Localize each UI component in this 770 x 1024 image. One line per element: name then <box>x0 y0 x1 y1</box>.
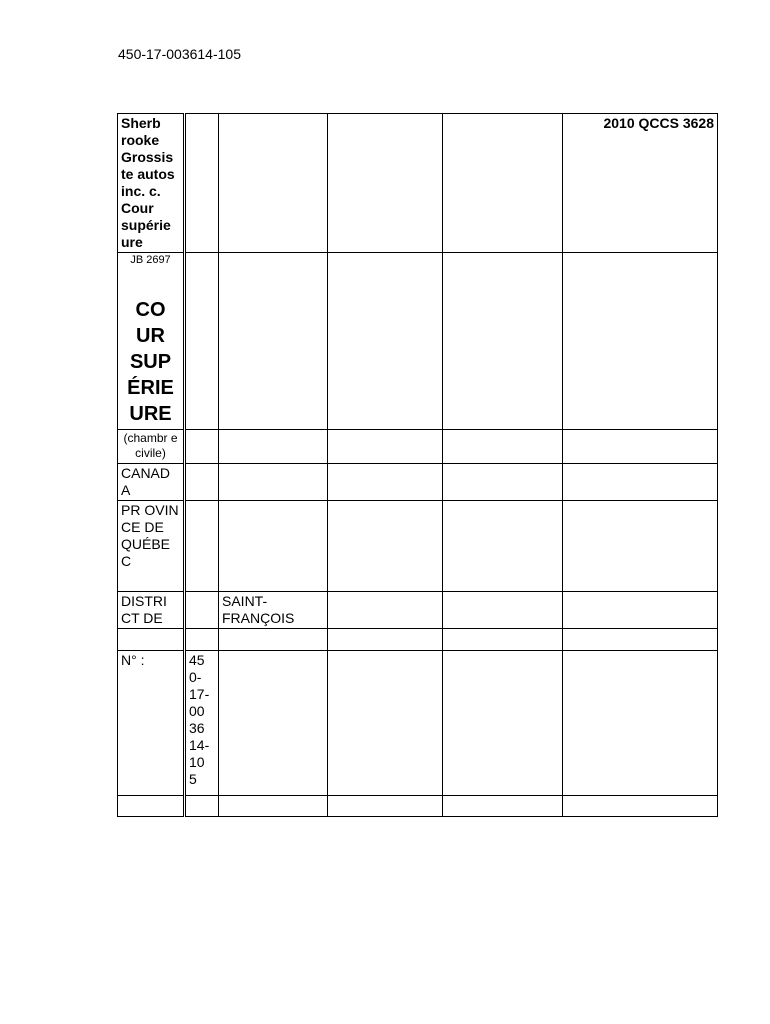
case-title-cell: Sherb rooke Grossis te autos inc. c. Cour supérie ure <box>118 114 185 253</box>
empty-cell <box>443 651 563 796</box>
empty-cell <box>185 629 219 651</box>
empty-cell <box>328 629 443 651</box>
empty-cell <box>185 114 219 253</box>
district-label-cell: DISTRI CT DE <box>118 592 185 629</box>
empty-cell <box>219 651 328 796</box>
table-row <box>118 592 718 629</box>
empty-cell <box>328 430 443 464</box>
district-value-cell: SAINT- FRANÇOIS <box>219 592 328 629</box>
document-table <box>117 113 718 817</box>
chamber-cell: (chambr e civile) <box>118 430 185 464</box>
empty-cell <box>118 629 185 651</box>
empty-cell <box>185 464 219 501</box>
empty-cell <box>563 651 718 796</box>
empty-cell <box>219 796 328 817</box>
empty-cell <box>563 796 718 817</box>
table-row <box>118 114 718 253</box>
empty-cell <box>563 592 718 629</box>
empty-cell <box>328 501 443 592</box>
empty-cell <box>443 592 563 629</box>
empty-cell <box>563 501 718 592</box>
empty-cell <box>328 796 443 817</box>
empty-cell <box>118 796 185 817</box>
table-row <box>118 253 718 430</box>
table-row <box>118 430 718 464</box>
table-row <box>118 651 718 796</box>
empty-cell <box>443 114 563 253</box>
empty-cell <box>443 464 563 501</box>
empty-cell <box>443 501 563 592</box>
table-row <box>118 629 718 651</box>
citation-cell: 2010 QCCS 3628 <box>563 114 718 253</box>
court-name: CO UR SUP ÉRIE URE <box>127 299 174 425</box>
empty-cell <box>563 629 718 651</box>
empty-cell <box>328 651 443 796</box>
empty-cell <box>219 501 328 592</box>
number-value-cell: 45 0- 17- 00 36 14- 10 5 <box>185 651 219 796</box>
empty-cell <box>443 796 563 817</box>
number-label-cell: N° : <box>118 651 185 796</box>
table-row <box>118 501 718 592</box>
empty-cell <box>185 501 219 592</box>
table-row <box>118 464 718 501</box>
empty-cell <box>328 114 443 253</box>
empty-cell <box>219 629 328 651</box>
empty-cell <box>443 253 563 430</box>
table-row <box>118 796 718 817</box>
empty-cell <box>443 430 563 464</box>
empty-cell <box>185 253 219 430</box>
empty-cell <box>563 430 718 464</box>
page-header-number: 450-17-003614-105 <box>118 46 241 62</box>
country-cell: CANAD A <box>118 464 185 501</box>
empty-cell <box>219 114 328 253</box>
empty-cell <box>328 253 443 430</box>
empty-cell <box>185 430 219 464</box>
empty-cell <box>443 629 563 651</box>
empty-cell <box>563 464 718 501</box>
empty-cell <box>185 796 219 817</box>
province-cell: PR OVIN CE DE QUÉBE C <box>118 501 185 592</box>
empty-cell <box>219 430 328 464</box>
empty-cell <box>328 592 443 629</box>
empty-cell <box>328 464 443 501</box>
empty-cell <box>563 253 718 430</box>
court-cell <box>118 253 185 430</box>
jb-number: JB 2697 <box>130 254 171 266</box>
empty-cell <box>185 592 219 629</box>
empty-cell <box>219 253 328 430</box>
empty-cell <box>219 464 328 501</box>
